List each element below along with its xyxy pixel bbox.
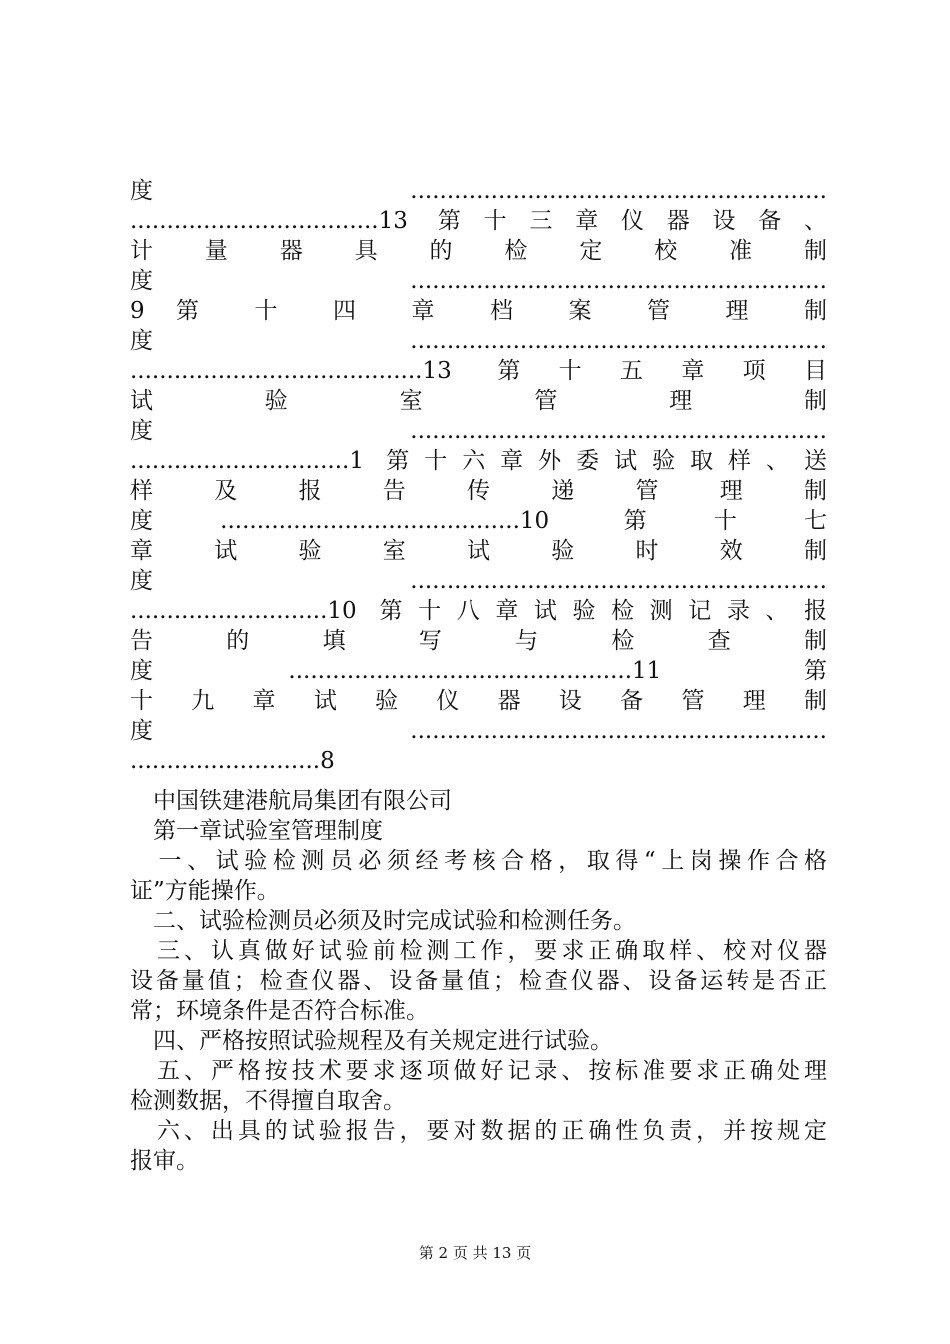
chapter-heading: 第一章试验室管理制度 bbox=[130, 818, 383, 844]
company-name: 中国铁建港航局集团有限公司 bbox=[130, 788, 452, 814]
body-text-line: 一、试验检测员必须经考核合格，取得“上岗操作合格 bbox=[130, 848, 827, 874]
body-text-line: 检测数据，不得擅自取舍。 bbox=[130, 1088, 406, 1114]
body-text-line: 报审。 bbox=[130, 1148, 199, 1174]
toc-line: 度.........................................10 第十七 bbox=[130, 508, 827, 534]
body-text-line: 二、试验检测员必须及时完成试验和检测任务。 bbox=[130, 908, 636, 934]
toc-line: ..................................13 第十三章仪器设备、 bbox=[130, 208, 827, 234]
body-text-line: 证”方能操作。 bbox=[130, 878, 280, 904]
toc-line: 样 及 报 告 传 递 管 理 制 bbox=[130, 478, 827, 504]
toc-line: 度......................................................... bbox=[130, 418, 827, 444]
body-text-line: 四、严格按照试验规程及有关规定进行试验。 bbox=[130, 1028, 613, 1054]
toc-line: ..........................8 bbox=[130, 748, 335, 774]
toc-line: 章 试 验 室 试 验 时 效 制 bbox=[130, 538, 827, 564]
toc-line: ........................................13 第十五章项目 bbox=[130, 358, 827, 384]
toc-line: 度......................................................... bbox=[130, 568, 827, 594]
body-text-line: 设备量值；检查仪器、设备量值；检查仪器、设备运转是否正 bbox=[130, 968, 827, 994]
toc-line: 度......................................................... bbox=[130, 718, 827, 744]
toc-line: 计 量 器 具 的 检 定 校 准 制 bbox=[130, 238, 827, 264]
body-text-line: 三、认真做好试验前检测工作，要求正确取样、校对仪器 bbox=[130, 938, 827, 964]
toc-line: 度......................................................... bbox=[130, 268, 827, 294]
toc-line: 度......................................................... bbox=[130, 328, 827, 354]
body-text-line: 五、严格按技术要求逐项做好记录、按标准要求正确处理 bbox=[130, 1058, 827, 1084]
toc-line: ..............................1 第十六章外委试验取样、送 bbox=[130, 448, 827, 474]
toc-line: 度...............................................11 第 bbox=[130, 658, 827, 684]
toc-line: 9 第 十 四 章 档 案 管 理 制 bbox=[130, 298, 827, 324]
toc-line: 度......................................................... bbox=[130, 178, 827, 204]
toc-line: 十 九 章 试 验 仪 器 设 备 管 理 制 bbox=[130, 688, 827, 714]
toc-line: 试 验 室 管 理 制 bbox=[130, 388, 827, 414]
body-text-line: 六、出具的试验报告，要对数据的正确性负责，并按规定 bbox=[130, 1118, 827, 1144]
page-footer: 第 2 页 共 13 页 bbox=[418, 1244, 532, 1262]
body-text-line: 常；环境条件是否符合标准。 bbox=[130, 998, 429, 1024]
toc-line: ...........................10 第十八章试验检测记录、报 bbox=[130, 598, 827, 624]
toc-line: 告 的 填 写 与 检 查 制 bbox=[130, 628, 827, 654]
